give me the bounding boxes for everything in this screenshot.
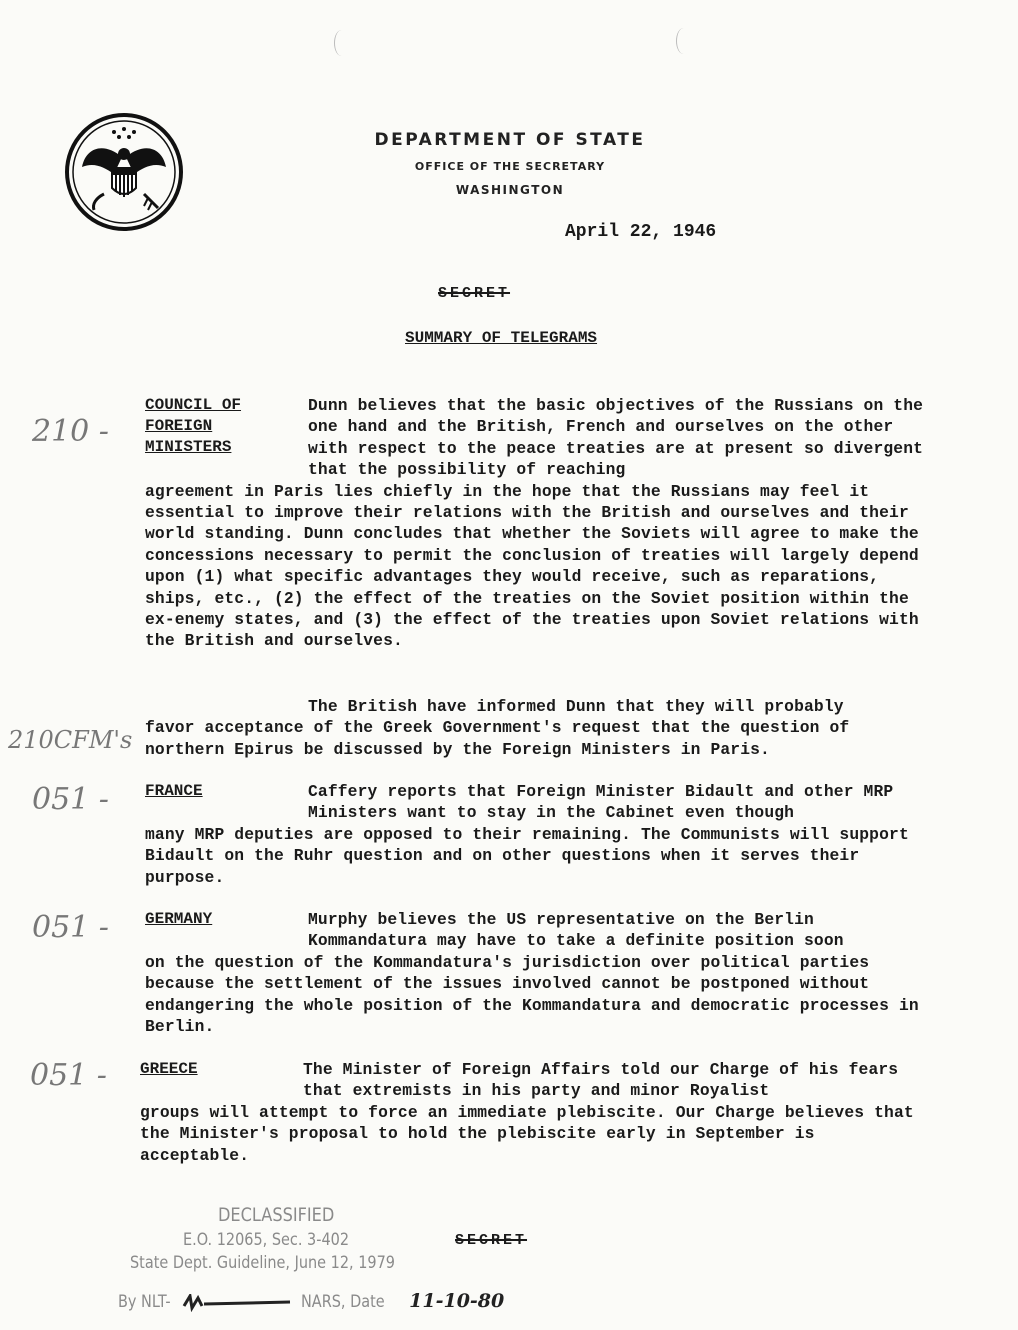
margin-note: 051 - (30, 1058, 107, 1093)
paragraph-body: on the question of the Kommandatura's jurisdiction over political parties because the settlement of the issues involved cannot be postponed without endangering the whole position of the Kommandatura and democratic processes in Berlin. (145, 952, 919, 1037)
state-department-seal-icon (64, 112, 184, 232)
section-heading-germany: GERMANY (145, 910, 213, 928)
margin-note: 210CFM's (8, 726, 133, 754)
section-heading-france: FRANCE (145, 782, 203, 800)
paragraph-first-line: Murphy believes the US representative on the Berlin Kommandatura may have to take a definite position soon (308, 910, 844, 951)
section-paragraph (145, 696, 925, 760)
paragraph-first-line: The Minister of Foreign Affairs told our Charge of his fears that extremists in his party and minor Royalist (303, 1060, 899, 1101)
nars-label: NARS, Date (301, 1292, 385, 1312)
margin-note: 051 - (32, 910, 109, 945)
paper-mark (334, 30, 349, 56)
section-paragraph (140, 1059, 920, 1166)
signature-scribble-icon (182, 1294, 292, 1312)
paragraph-first-line: Caffery reports that Foreign Minister Bidault and other MRP Ministers want to stay in the Cabinet even though (308, 782, 894, 823)
paragraph-body: groups will attempt to force an immediate plebiscite. Our Charge believes that the Minister's proposal to hold the plebiscite early in September is acceptable. (140, 1102, 914, 1165)
paragraph-body: favor acceptance of the Greek Government's request that the question of northern Epirus be discussed by the Foreign Ministers in Paris. (145, 718, 850, 759)
declassified-by-line (118, 1290, 504, 1312)
declassified-date-handwritten: 11-10-80 (409, 1290, 505, 1312)
margin-note: 210 - (32, 414, 109, 449)
classification-top: SECRET (438, 285, 511, 302)
section-paragraph (145, 909, 925, 1037)
letterhead-office: OFFICE OF THE SECRETARY (414, 160, 606, 173)
paragraph-first-line: The British have informed Dunn that they will probably (308, 697, 844, 716)
margin-note: 051 - (32, 782, 109, 817)
section-paragraph (145, 395, 925, 652)
section-heading-greece: GREECE (140, 1060, 198, 1078)
declassified-label: DECLASSIFIED (218, 1204, 335, 1226)
letterhead-city: WASHINGTON (455, 183, 565, 197)
section-heading-council: COUNCIL OF FOREIGN MINISTERS (145, 396, 242, 456)
paper-mark (676, 28, 691, 54)
declassified-guideline: State Dept. Guideline, June 12, 1979 (130, 1253, 396, 1273)
by-prefix: By NLT- (118, 1292, 171, 1312)
document-date: April 22, 1946 (565, 222, 717, 242)
paragraph-body: many MRP deputies are opposed to their remaining. The Communists will support Bidault on the Ruhr question and on other questions when it serves their purpose. (145, 824, 909, 887)
paragraph-first-line: Dunn believes that the basic objectives of the Russians on the one hand and the British, French and ourselves on the other with respect to the peace treaties are at present so divergent that the possibility of reaching (308, 396, 924, 480)
paragraph-body: agreement in Paris lies chiefly in the hope that the Russians may feel it essential to improve their relations with the British and ourselves and their world standing. Dunn concludes that whether the Soviets will agree to make the concessions necessary to permit the conclusion of treaties will largely depend upon (1) what specific advantages they would receive, such as reparations, ships, etc., (2) the effect of the treaties on the Soviet position within the ex-enemy states, and (3) the effect of the treaties upon Soviet relations with the British and ourselves. (145, 481, 919, 651)
page-title: SUMMARY OF TELEGRAMS (405, 329, 598, 347)
section-paragraph (145, 781, 925, 888)
letterhead-department: DEPARTMENT OF STATE (374, 130, 646, 150)
declassified-order: E.O. 12065, Sec. 3-402 (183, 1230, 350, 1250)
classification-bottom: SECRET (455, 1232, 528, 1249)
